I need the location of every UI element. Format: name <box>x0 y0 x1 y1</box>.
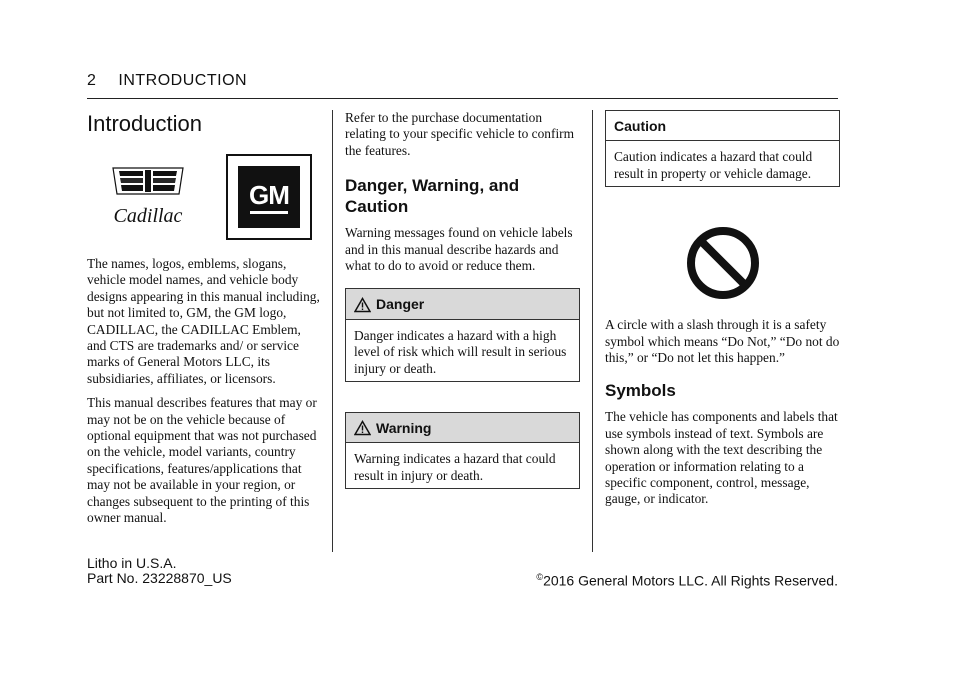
footer-left <box>87 556 232 586</box>
logos <box>87 152 323 244</box>
warning-text: Warning indicates a hazard that could result in injury or death. <box>354 451 556 483</box>
do-not-paragraph: A circle with a slash through it is a safety symbol which means “Do Not,” “Do not do this,” or “Do not let this happen.” <box>605 317 840 366</box>
danger-title: Danger <box>376 296 425 313</box>
symbols-paragraph: The vehicle has components and labels that use symbols instead of text. Symbols are shown along with the text describing the operation or information relating to a specific component, control, message, gauge, or indicator. <box>605 409 838 507</box>
page-title: Introduction <box>87 111 202 136</box>
danger-warning-caution-heading: Danger, Warning, and Caution <box>345 176 520 217</box>
section-title: INTRODUCTION <box>118 72 248 89</box>
trademark-paragraph: The names, logos, emblems, slogans, vehicle model names, and vehicle body designs appearing in this manual including, but not limited to, GM, the GM logo, CADILLAC, the CADILLAC Emblem, and CTS are trademarks and/ or service marks of General Motors LLC, its subsidiaries, affiliates, or licensors. <box>87 256 320 386</box>
column-1 <box>87 110 323 535</box>
header-rule <box>87 98 838 99</box>
gm-logo <box>226 154 312 240</box>
copyright-text: 2016 General Motors LLC. All Rights Reserved. <box>543 572 838 589</box>
column-divider-2 <box>592 110 593 552</box>
column-2 <box>345 110 580 519</box>
purchase-doc-paragraph: Refer to the purchase documentation relating to your specific vehicle to confirm the features. <box>345 110 575 158</box>
copyright-symbol: © <box>536 572 544 582</box>
part-number: Part No. 23228870_US <box>87 570 232 586</box>
caution-text: Caution indicates a hazard that could result in property or vehicle damage. <box>614 149 813 181</box>
page-number: 2 <box>87 72 97 89</box>
danger-box <box>345 288 580 382</box>
danger-text: Danger indicates a hazard with a high level of risk which will result in serious injury or death. <box>354 327 567 376</box>
cadillac-logo <box>99 166 197 236</box>
column-3 <box>605 110 840 516</box>
warning-triangle-icon <box>354 420 371 436</box>
copyright <box>536 570 838 589</box>
caution-box <box>605 110 840 187</box>
caution-title: Caution <box>606 111 839 141</box>
running-head <box>87 72 247 90</box>
symbols-heading: Symbols <box>605 381 676 401</box>
column-divider-1 <box>332 110 333 552</box>
warning-title: Warning <box>376 420 432 437</box>
warning-triangle-icon <box>354 297 371 313</box>
warning-messages-paragraph: Warning messages found on vehicle labels and in this manual describe hazards and what to do to avoid or reduce them. <box>345 225 573 274</box>
litho-text: Litho in U.S.A. <box>87 555 177 571</box>
cadillac-wordmark: Cadillac <box>113 205 183 227</box>
features-paragraph: This manual describes features that may or may not be on the vehicle because of optional equipment that was not purchased on the vehicle, model variants, country specifications, features/applications that may not be available in your region, or changes subsequent to the printing of this owner manual. <box>87 395 317 526</box>
warning-box <box>345 412 580 489</box>
prohibition-icon <box>683 223 763 303</box>
gm-logo-text: GM <box>249 180 289 210</box>
